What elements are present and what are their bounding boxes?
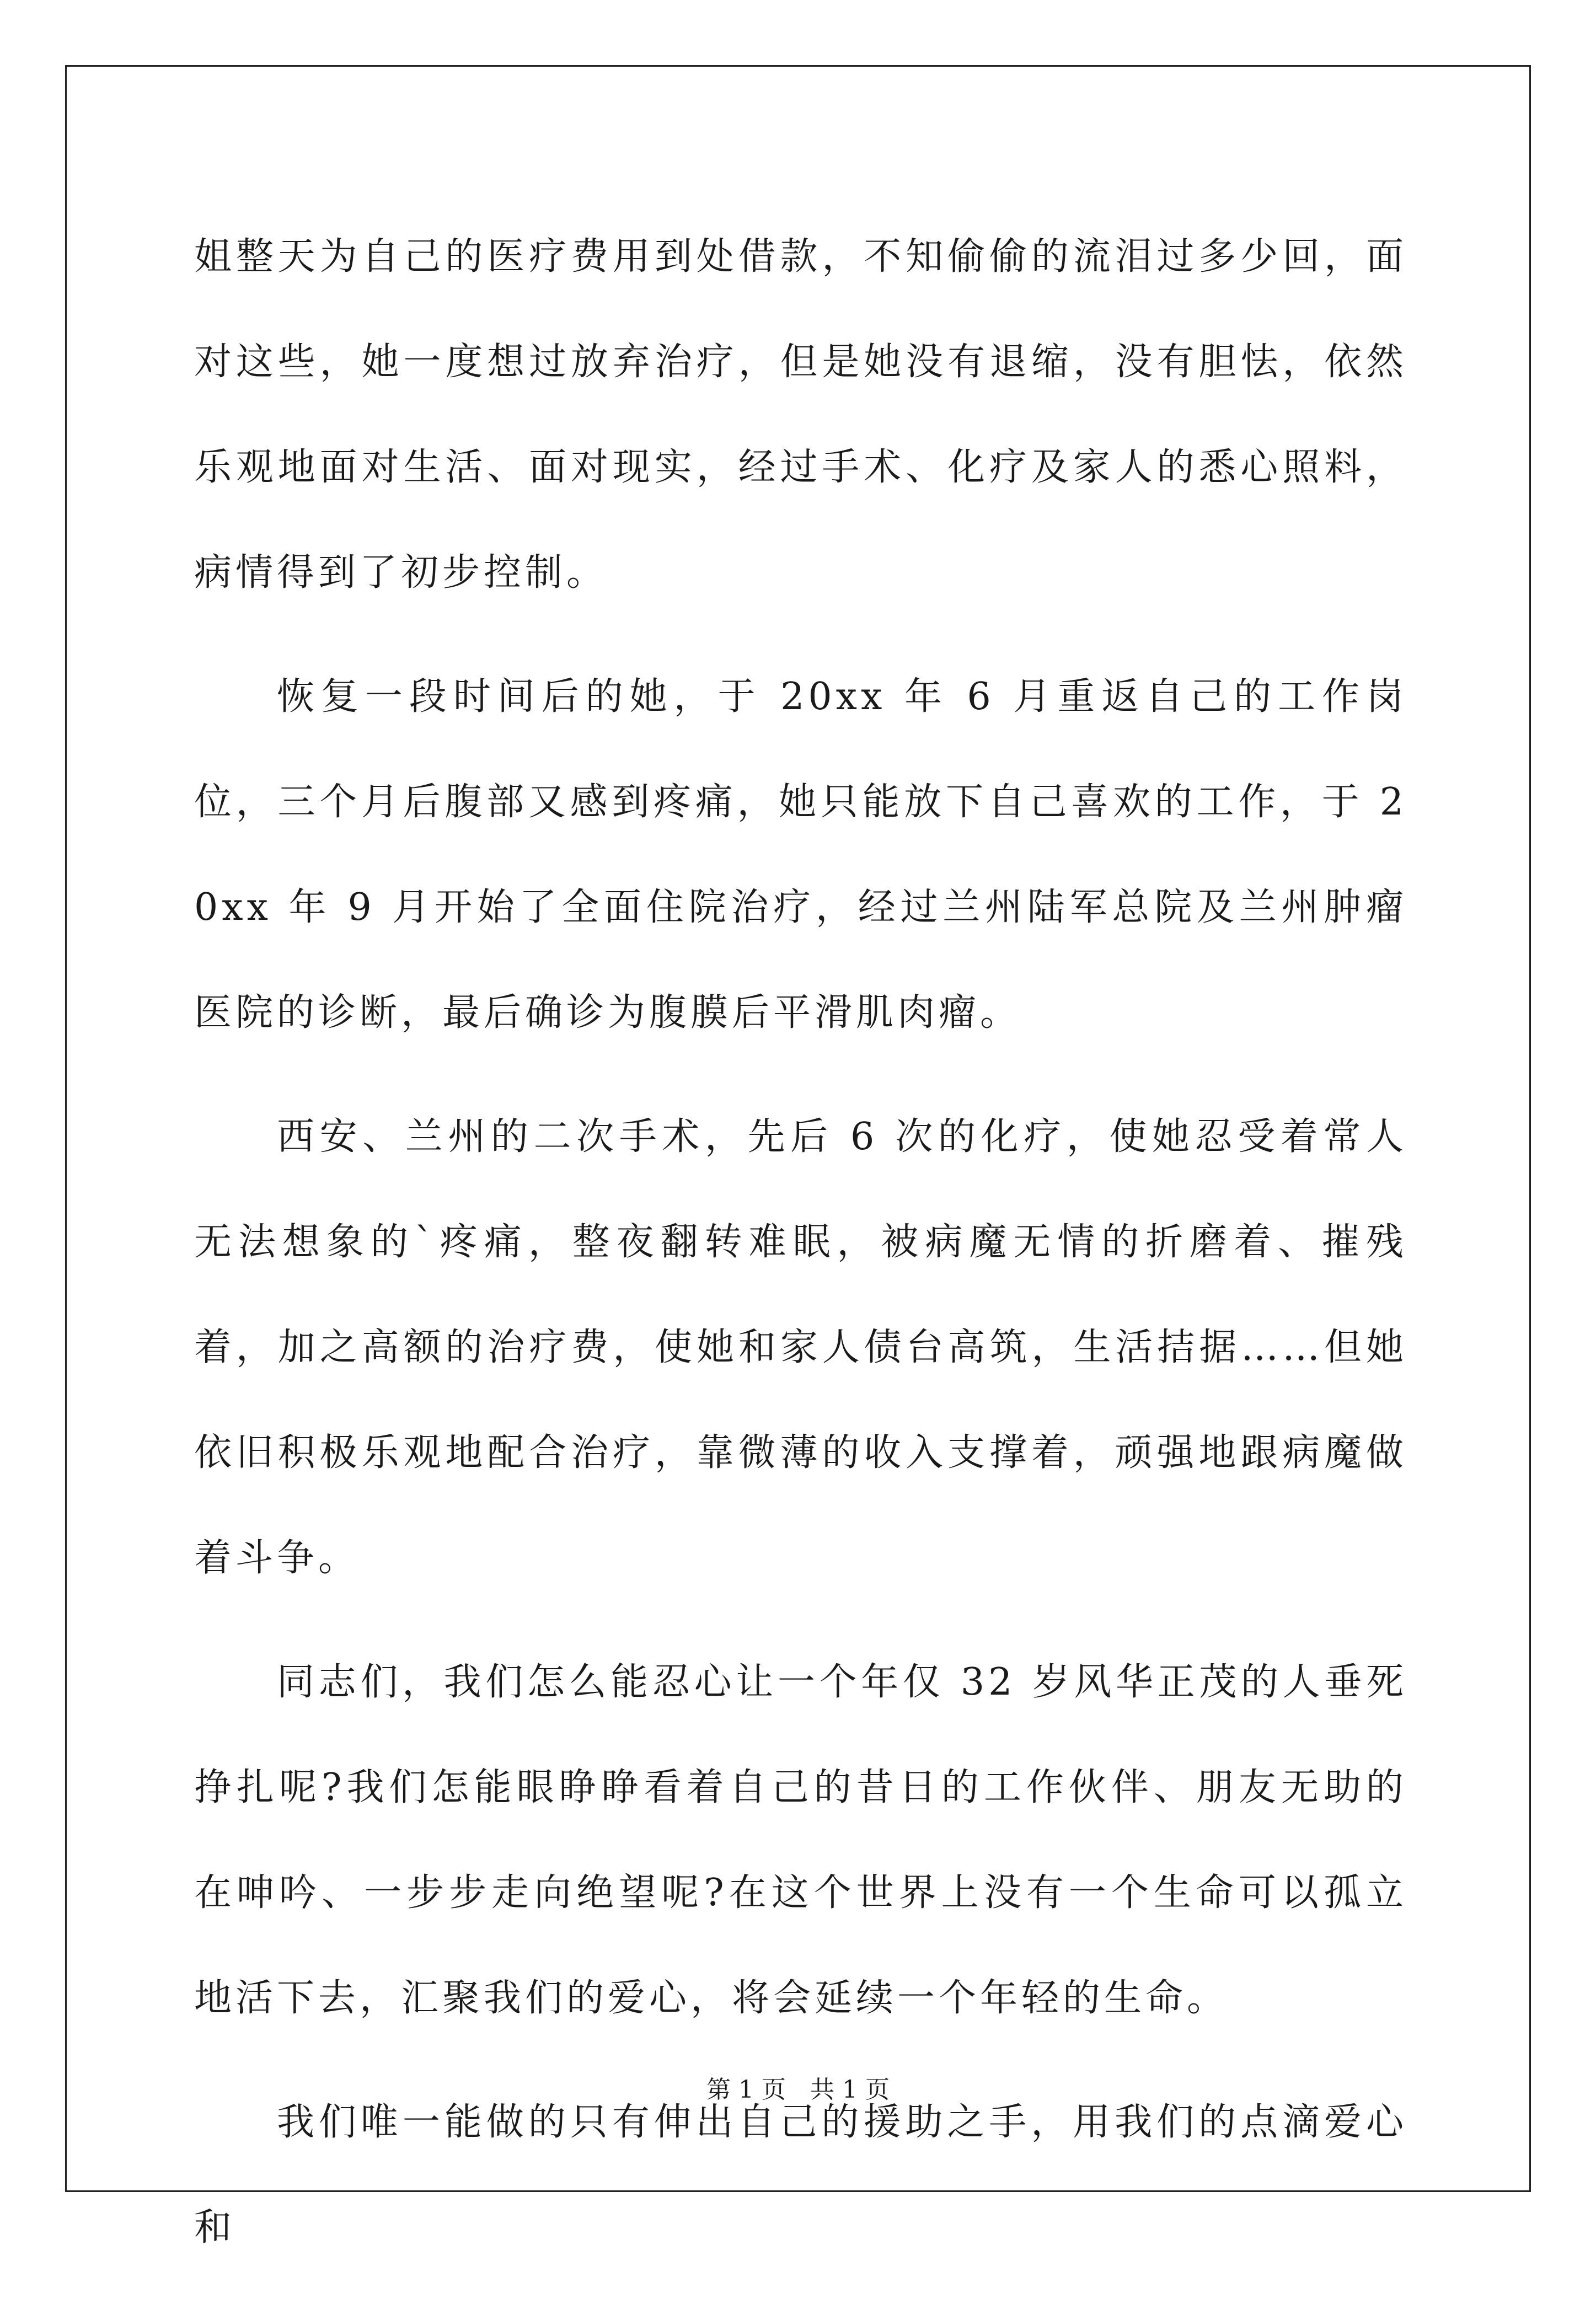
document-body — [194, 204, 1407, 2299]
paragraph-5: 我们唯一能做的只有伸出自己的援助之手，用我们的点滴爱心和 — [194, 2100, 1407, 2249]
paragraph-2: 恢复一段时间后的她，于 20xx 年 6 月重返自己的工作岗位，三个月后腹部又感到疼痛，她只能放下自己喜欢的工作，于 20xx 年 9 月开始了全面住院治疗，经过兰州陆军总院及兰州肿瘤医院的诊断，最后确诊为腹膜后平滑肌肉瘤。 — [194, 675, 1407, 1035]
paragraph-3: 西安、兰州的二次手术，先后 6 次的化疗，使她忍受着常人无法想象的`疼痛，整夜翻转难眠，被病魔无情的折磨着、摧残着，加之高额的治疗费，使她和家人债台高筑，生活拮据……但她依旧积极乐观地配合治疗，靠微薄的收入支撑着，顽强地跟病魔做着斗争。 — [194, 1115, 1407, 1580]
page-footer: 第 1 页 共 1 页 — [706, 2076, 890, 2104]
paragraph-1: 姐整天为自己的医疗费用到处借款，不知偷偷的流泪过多少回，面对这些，她一度想过放弃治疗，但是她没有退缩，没有胆怯，依然乐观地面对生活、面对现实，经过手术、化疗及家人的悉心照料，病情得到了初步控制。 — [194, 235, 1407, 594]
paragraph-4: 同志们，我们怎么能忍心让一个年仅 32 岁风华正茂的人垂死挣扎呢?我们怎能眼睁睁看着自己的昔日的工作伙伴、朋友无助的在呻吟、一步步走向绝望呢?在这个世界上没有一个生命可以孤立地活下去，汇聚我们的爱心，将会延续一个年轻的生命。 — [194, 1660, 1407, 2020]
